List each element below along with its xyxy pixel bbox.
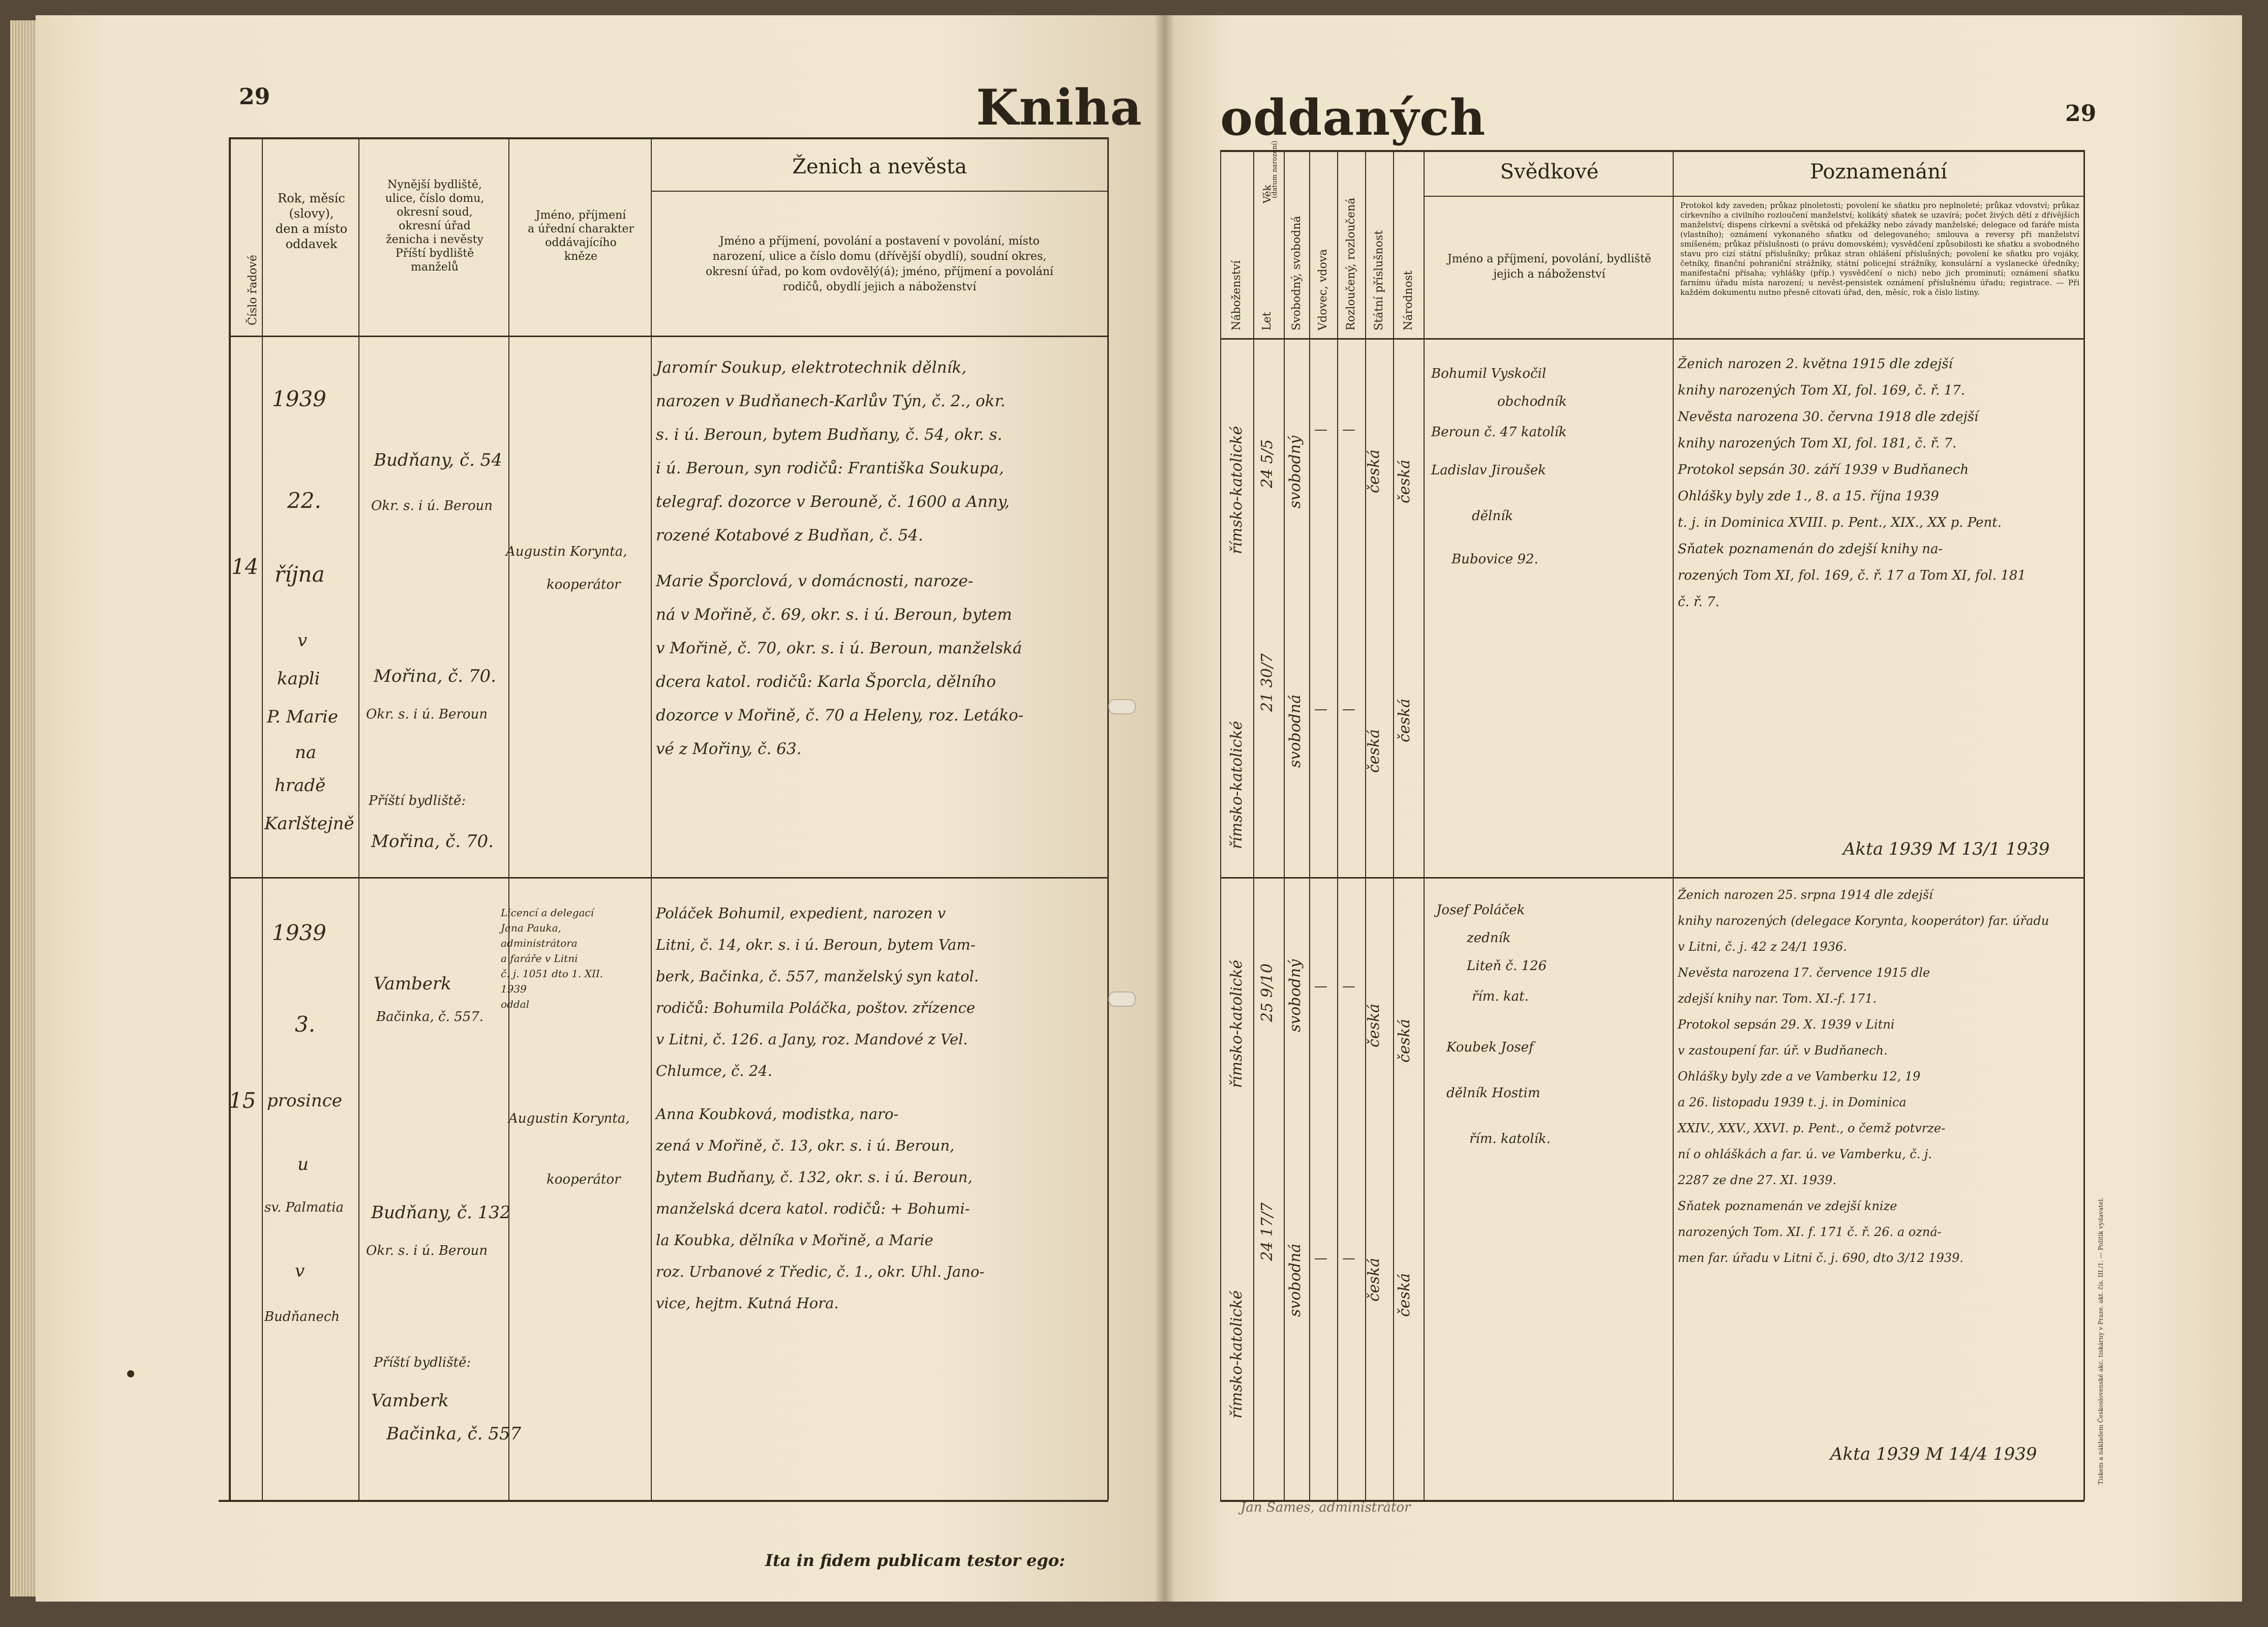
header-col-residence: Nynější bydliště, ulice, číslo domu, okresní soud, okresní úřad ženicha i nevěsty Příští bydliště manželů — [385, 178, 485, 274]
book-gutter — [1154, 15, 1174, 1602]
groom-description: Jaromír Soukup, elektrotechnik dělník, narozen v Budňanech-Karlův Týn, č. 2., okr. s. i ú. Beroun, bytem Budňany, č. 54, okr. s. i ú. Beroun, syn rodičů: Františka Soukupa, telegraf. dozorce v Berouně, č. 1600 a Anny, rozené Kotabové z Budňan, č. 54. — [656, 358, 1010, 545]
header-col-witness-desc: Jméno a příjmení, povolání, bydliště jejich a náboženství — [1447, 253, 1651, 281]
witness-line: Bohumil Vyskočil — [1431, 366, 1547, 381]
header-col-notes-desc: Protokol kdy zaveden; průkaz plnoletosti; povolení ke sňatku pro neplnoleté; průkaz vdovství; průkaz církevního a civilního rozloučení manželství; kolikátý sňatek se uzavírá; počet živých dětí z dřívějších manželství; dispens církevní a světská od překážky nebo závady manželské; delegace od faráře místa (vlastního); oznámení vykonaného sňatku od delegovaného; smlouva a reversy při manželství smíšeném; průkaz příslušnosti (o právu domovském); vysvědčení způsobilosti ke sňatku a svobodného stavu pro cizí státní příslušníky; průkaz stran ohlášení příslušných; povolení ke sňatku pro vojáky, četníky, finanční pohraniční strážníky, státní policejní strážníky, konsulární a vyslanecké úředníky; manifestační přísaha; vyhlášky (příp.) vysvědčení o nich) nebo jich prominutí; oznámení sňatku farnímu úřadu místa narození; u nevěst-pensistek oznámení příslušnému úřadu; registrace. — Při každém dokumentu nutno přesně citovati úřad, den, měsíc, rok a číslo listiny. — [1680, 201, 2079, 297]
witness-line: řím. kat. — [1472, 989, 1529, 1004]
entry-place-line: kapli — [277, 669, 320, 689]
officiant-name: Augustin Korynta, — [506, 544, 627, 559]
bride-nationality: česká — [1396, 698, 1413, 742]
groom-nationality: česká — [1396, 459, 1413, 503]
binding-hole — [127, 1370, 134, 1377]
bride-residence: Mořina, č. 70. — [374, 666, 496, 686]
entry-year: 1939 — [272, 386, 326, 411]
bride-status: svobodná — [1286, 694, 1304, 768]
entry-place-line: u — [297, 1154, 309, 1174]
entry-month: prosince — [267, 1091, 342, 1111]
header-col-age-note: (datum narození) — [1271, 140, 1279, 198]
witness-line: dělník Hostim — [1446, 1086, 1540, 1101]
bride-divorced: — — [1342, 702, 1355, 717]
witness-line: obchodník — [1497, 394, 1567, 409]
bride-age: 24 17/7 — [1258, 1202, 1276, 1261]
groom-residence-district: Okr. s. i ú. Beroun — [371, 498, 493, 514]
header-col-nationality: Národnost — [1402, 270, 1415, 330]
bride-residence: Budňany, č. 132 — [371, 1202, 511, 1223]
col-rule-right-7 — [1393, 150, 1394, 1500]
table-top-rule-left — [229, 137, 1108, 139]
groom-divorced: — — [1342, 979, 1355, 994]
bride-divorced: — — [1342, 1251, 1355, 1266]
entry-place-line: sv. Palmatia — [264, 1200, 344, 1215]
entry-month: října — [275, 562, 325, 587]
binding-thread — [1108, 699, 1136, 714]
groom-citizenship: česká — [1365, 1003, 1383, 1047]
acta-reference: Akta 1939 M 14/4 1939 — [1830, 1444, 2037, 1464]
header-col-notes-title: Poznamenání — [1810, 160, 1947, 184]
bride-citizenship: česká — [1365, 1257, 1383, 1302]
bride-description: Anna Koubková, modistka, naro- zená v Mořině, č. 13, okr. s. i ú. Beroun, bytem Budňany, č. 132, okr. s. i ú. Beroun, manželská dcera katol. rodičů: + Bohumi- la Koubka, dělníka v Mořině, a Marie roz. Urbanové z Tředic, č. 1., okr. Uhl. Jano- vice, hejtm. Kutná Hora. — [656, 1105, 985, 1312]
entry-place-line: hradě — [275, 775, 326, 796]
col-rule-right-10 — [2083, 150, 2085, 1500]
future-residence: Vamberk — [371, 1391, 449, 1411]
entry-day: 22. — [287, 488, 321, 513]
header-col-number: Číslo řadové — [247, 255, 259, 325]
book-title-left: Kniha — [976, 79, 1142, 136]
witness-line: řím. katolík. — [1469, 1131, 1551, 1147]
groom-age: 24 5/5 — [1258, 439, 1276, 488]
bride-nationality: česká — [1396, 1273, 1413, 1317]
entry-place-line: v — [295, 1261, 305, 1281]
header-col-single: Svobodný, svobodná — [1290, 216, 1303, 330]
bride-description: Marie Šporclová, v domácnosti, naroze- ná v Mořině, č. 69, okr. s. i ú. Beroun, bytem v Mořině, č. 70, okr. s. i ú. Beroun, manželská dcera katol. rodičů: Karla Šporcla, dělního dozorce v Mořině, č. 70 a Heleny, roz. Letáko- vé z Mořiny, č. 63. — [656, 572, 1024, 758]
groom-religion: římsko-katolické — [1228, 426, 1246, 554]
future-residence: Mořina, č. 70. — [371, 831, 494, 852]
header-col-age-title: Věk — [1261, 185, 1273, 203]
notes-text: Ženich narozen 2. května 1915 dle zdejší knihy narozených Tom XI, fol. 169, č. ř. 17. Nevěsta narozena 30. června 1918 dle zdejší knihy narozených Tom XI, fol. 181, č. ř. 7. Protokol sepsán 30. září 1939 v Budňanech Ohlášky byly zde 1., 8. a 15. října 1939 t. j. in Dominica XVIII. p. Pent., XIX., XX p. Pent. Sňatek poznamenán do zdejší knihy na- rozených Tom XI, fol. 169, č. ř. 17 a Tom XI, fol. 181 č. ř. 7. — [1678, 356, 2026, 610]
page-number-left: 29 — [239, 84, 270, 110]
officiant-name: Augustin Korynta, — [508, 1111, 630, 1126]
header-col-religion: Náboženství — [1230, 260, 1243, 330]
entry-place-line: Karlštejně — [264, 814, 354, 834]
witness-line: Liteň č. 126 — [1467, 958, 1547, 974]
witness-line: zedník — [1467, 930, 1511, 946]
witness-line: Josef Poláček — [1436, 902, 1525, 918]
groom-religion: římsko-katolické — [1228, 959, 1246, 1088]
header-bottom-rule-right — [1220, 338, 2084, 340]
attestation-text: Ita in fidem publicam testor ego: — [765, 1551, 1065, 1570]
bride-widow: — — [1314, 702, 1327, 717]
witness-line: dělník — [1472, 508, 1514, 524]
witness-line: Beroun č. 47 katolík — [1431, 425, 1567, 440]
bride-residence-district: Okr. s. i ú. Beroun — [366, 1243, 488, 1258]
witness-title-rule — [1424, 196, 2084, 197]
col-rule-left-1 — [229, 137, 231, 1500]
groom-status: svobodný — [1286, 435, 1304, 508]
bride-religion: římsko-katolické — [1228, 1290, 1246, 1419]
couple-title-rule — [651, 191, 1108, 192]
witness-line: Bubovice 92. — [1451, 552, 1538, 567]
binding-thread — [1108, 991, 1136, 1007]
col-rule-right-8 — [1424, 150, 1425, 1500]
header-col-couple-desc: Jméno a příjmení, povolání a postavení v povolání, místo narození, ulice a číslo domu (dřívější obydlí), soudní okres, okresní úřad, po kom ovdovělý(á); jméno, příjmení a povolání rodičů, obydlí jejich a náboženství — [706, 235, 1053, 293]
col-rule-right-4 — [1309, 150, 1310, 1500]
bride-age: 21 30/7 — [1258, 653, 1276, 712]
col-rule-right-9 — [1673, 150, 1674, 1500]
header-col-witness-title: Svědkové — [1500, 160, 1599, 184]
future-residence: Bačinka, č. 557 — [386, 1424, 522, 1444]
groom-widow: — — [1314, 422, 1327, 437]
col-rule-left-5 — [651, 137, 652, 1500]
book-title-right: oddaných — [1220, 89, 1486, 146]
groom-age: 25 9/10 — [1258, 963, 1276, 1022]
entry-number: 15 — [229, 1088, 256, 1113]
bride-status: svobodná — [1286, 1243, 1304, 1317]
page-number-right: 29 — [2065, 101, 2097, 127]
entry-place-line: na — [295, 742, 317, 763]
table-top-rule-right — [1220, 150, 2084, 152]
entry-divider-right — [1220, 877, 2084, 879]
groom-citizenship: česká — [1365, 449, 1383, 493]
acta-reference: Akta 1939 M 13/1 1939 — [1843, 839, 2050, 859]
groom-nationality: česká — [1396, 1018, 1413, 1063]
header-col-divorced: Rozloučený, rozloučená — [1345, 197, 1357, 330]
header-col-citizenship: Státní příslušnost — [1373, 230, 1385, 330]
groom-status: svobodný — [1286, 959, 1304, 1032]
entry-year: 1939 — [272, 920, 326, 945]
bride-residence-district: Okr. s. i ú. Beroun — [366, 707, 488, 722]
officiant-title: kooperátor — [547, 1172, 621, 1187]
col-rule-left-4 — [508, 137, 509, 1500]
bride-widow: — — [1314, 1251, 1327, 1266]
signature: Jan Sames, administrátor — [1241, 1500, 1411, 1515]
officiant-delegation: Licencí a delegací Jana Pauka, administrátora a faráře v Litni č. j. 1051 dto 1. XII. 1939 oddal — [501, 907, 603, 1010]
col-rule-left-3 — [358, 137, 359, 1500]
entry-place-line: v — [297, 630, 308, 651]
witness-line: Koubek Josef — [1446, 1040, 1534, 1055]
notes-text: Ženich narozen 25. srpna 1914 dle zdejší knihy narozených (delegace Korynta, kooperátor) far. úřadu v Litni, č. j. 42 z 24/1 1936. Nevěsta narozena 17. července 1915 dle zdejší knihy nar. Tom. XI.-f. 171. Protokol sepsán 29. X. 1939 v Litni v zastoupení far. úř. v Budňanech. Ohlášky byly zde a ve Vamberku 12, 19 a 26. listopadu 1939 t. j. in Dominica XXIV., XXV., XXVI. p. Pent., o čemž potvrze- ní o ohláškách a far. ú. ve Vamberku, č. j. 2287 ze dne 27. XI. 1939. Sňatek poznamenán ve zdejší knize narozených Tom. XI. f. 171 č. ř. 26. a ozná- men far. úřadu v Litni č. j. 690, dto 3/12 1939. — [1678, 888, 2049, 1265]
groom-residence: Budňany, č. 54 — [374, 450, 502, 470]
groom-description: Poláček Bohumil, expedient, narozen v Litni, č. 14, okr. s. i ú. Beroun, bytem Vam- berk, Bačinka, č. 557, manželský syn katol. rodičů: Bohumila Poláčka, poštov. zřízence v Litni, č. 126. a Jany, roz. Mandové z Vel. Chlumce, č. 24. — [656, 905, 979, 1079]
header-col-couple-title: Ženich a nevěsta — [792, 155, 967, 178]
witness-line: Ladislav Jiroušek — [1431, 463, 1546, 478]
future-residence-label: Příští bydliště: — [374, 1355, 471, 1370]
groom-residence-district: Bačinka, č. 557. — [376, 1009, 483, 1025]
groom-widow: — — [1314, 979, 1327, 994]
col-rule-right-5 — [1337, 150, 1338, 1500]
header-col-date: Rok, měsíc (slovy), den a místo oddavek — [275, 191, 348, 251]
header-col-widow: Vdovec, vdova — [1317, 249, 1329, 330]
bride-citizenship: česká — [1365, 729, 1383, 773]
officiant-title: kooperátor — [547, 577, 621, 592]
col-rule-right-3 — [1284, 150, 1285, 1500]
header-col-officiant: Jméno, příjmení a úřední charakter oddávajícího kněze — [527, 209, 634, 263]
entry-place-line: P. Marie — [267, 707, 338, 727]
entry-number: 14 — [231, 554, 259, 579]
entry-day: 3. — [295, 1012, 316, 1037]
groom-residence: Vamberk — [374, 974, 451, 994]
bride-religion: římsko-katolické — [1228, 720, 1246, 849]
entry-place-line: Budňanech — [264, 1309, 340, 1324]
col-rule-right-2 — [1253, 150, 1254, 1500]
header-bottom-rule-left — [229, 336, 1108, 337]
col-rule-right-1 — [1220, 150, 1221, 1500]
groom-divorced: — — [1342, 422, 1355, 437]
future-residence-label: Příští bydliště: — [369, 793, 466, 808]
col-rule-left-6 — [1107, 137, 1109, 1500]
entry-divider-left — [229, 877, 1108, 879]
header-col-age: Let — [1261, 312, 1274, 330]
printer-note: Tiskem a nákladem Československé akc. tiskárny v Praze. akt. čís. III./1. — Politik vydavatel. — [2097, 1197, 2104, 1485]
table-bottom-rule-left — [219, 1500, 1108, 1502]
col-rule-left-2 — [262, 137, 263, 1500]
